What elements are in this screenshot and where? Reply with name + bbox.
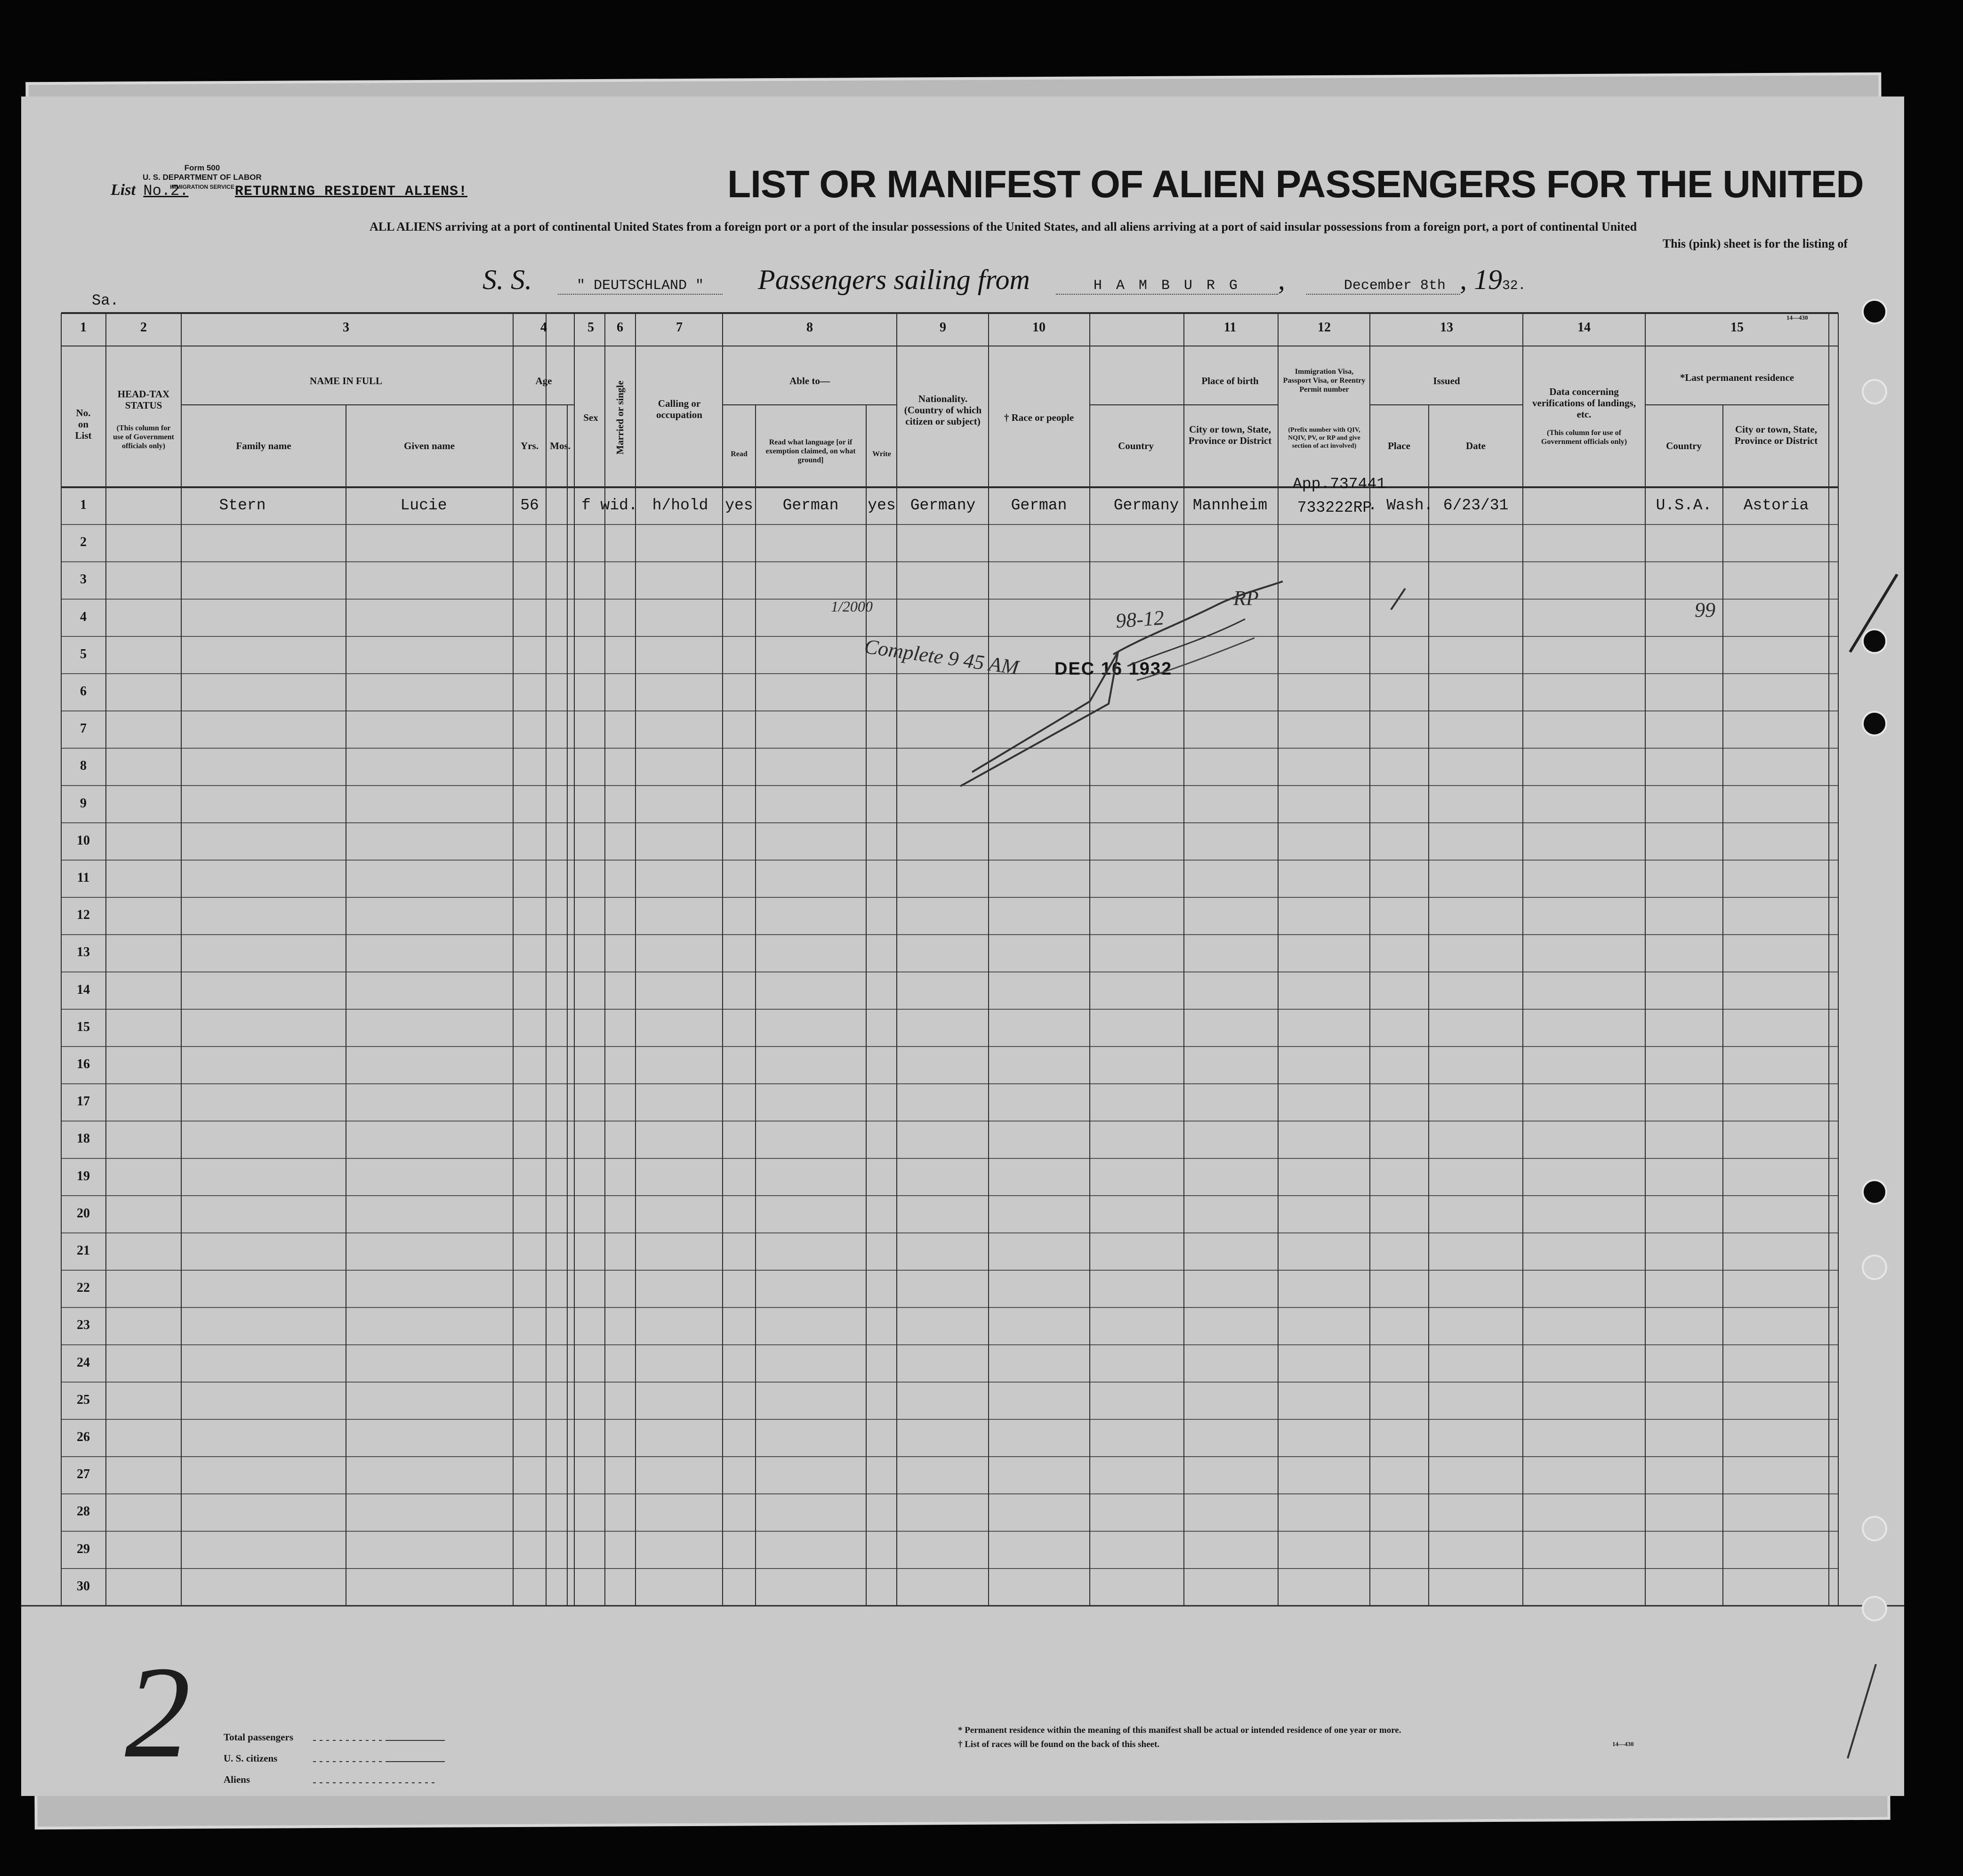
binder-hole (1862, 379, 1887, 404)
row-number: 14 (77, 982, 90, 997)
list-number: No.2. (143, 182, 189, 200)
cell-res-country: U.S.A. (1656, 497, 1712, 514)
subtitle-sheet-note: This (pink) sheet is for the listing of (1662, 237, 1848, 250)
column-number: 2 (140, 320, 147, 335)
row-number: 5 (80, 646, 87, 661)
departure-port: H A M B U R G (1056, 278, 1278, 295)
cell-language: German (782, 497, 839, 514)
header-visa-note: (Prefix number with QIV, NQIV, PV, or RP and give section of act involved) (1288, 427, 1360, 450)
row-number: 8 (80, 758, 87, 773)
cell-nationality: Germany (910, 497, 976, 514)
row-number: 25 (77, 1392, 90, 1407)
column-number: 6 (617, 320, 623, 335)
row-number: 9 (80, 796, 87, 811)
row-number: 29 (77, 1541, 90, 1556)
header-head-tax-note: (This column for use of Government officials only) (113, 424, 174, 450)
row-number: 28 (77, 1504, 90, 1519)
sheet-count-handwritten: 2 (125, 1639, 191, 1785)
sa-mark: Sa. (92, 292, 119, 309)
column-number: 1 (80, 320, 87, 335)
cell-issued-place: . Wash. (1368, 497, 1433, 514)
row-number: 22 (77, 1280, 90, 1296)
column-number: 4 (540, 320, 547, 335)
cell-family-name: Stern (219, 497, 266, 514)
row-number: 27 (77, 1467, 90, 1482)
header-residence-country: Country (1666, 440, 1702, 451)
header-visa-number: Immigration Visa, Passport Visa, or Reentry Permit number (1283, 368, 1366, 394)
row-number: 20 (77, 1206, 90, 1221)
header-read: Read (731, 450, 748, 458)
header-age-yrs: Yrs. (521, 440, 539, 451)
header-married-or-single: Married or single (614, 380, 626, 455)
header-calling-or-occupation: Calling or occupation (656, 398, 702, 420)
header-place-of-birth: Place of birth (1201, 375, 1259, 386)
binder-hole (1862, 1255, 1887, 1280)
header-birth-country: Country (1118, 440, 1154, 451)
voyage-line: S. S. " DEUTSCHLAND " Passengers sailing from H A M B U R G , December 8th , 1932. (483, 264, 1526, 295)
column-number: 8 (806, 320, 813, 335)
row-number: 18 (77, 1131, 90, 1146)
row-number: 13 (77, 945, 90, 960)
header-issued-date: Date (1466, 440, 1486, 451)
cell-birth-city: Mannheim (1192, 497, 1268, 514)
header-sex: Sex (583, 412, 598, 423)
header-given-name: Given name (404, 440, 455, 451)
row-number: 3 (80, 572, 87, 587)
handwritten-residence-note: 99 (1695, 598, 1715, 621)
handwritten-rp-note: RP (1233, 587, 1259, 610)
header-race-or-people: † Race or people (1004, 412, 1074, 423)
cell-read: yes (725, 497, 753, 514)
sailing-date: December 8th (1306, 278, 1460, 295)
date-stamp: DEC 16 1932 (1054, 659, 1173, 679)
row-number: 16 (77, 1057, 90, 1071)
column-number: 3 (343, 320, 349, 335)
row-number: 4 (80, 609, 87, 624)
column-number: 14 (1577, 320, 1591, 335)
header-issued: Issued (1433, 375, 1460, 386)
row-number: 30 (77, 1578, 90, 1594)
manifest-sheet (21, 97, 1904, 1796)
footnote-permanent-residence: * Permanent residence within the meaning of this manifest shall be actual or intended residence of one year or more. (958, 1725, 1401, 1735)
row-number: 11 (77, 870, 90, 885)
footnote-races: † List of races will be found on the back of this sheet. (958, 1739, 1160, 1749)
row-number: 12 (77, 908, 90, 923)
row-number: 21 (77, 1243, 90, 1258)
list-type: RETURNING RESIDENT ALIENS! (234, 184, 467, 200)
header-read-what-language: Read what language [or if exemption claimed, on what ground] (765, 438, 856, 464)
handwritten-language-note: 1/2000 (831, 598, 873, 615)
footer-form-code: 14—430 (1612, 1740, 1634, 1747)
header-no-on-list: No. on List (75, 407, 92, 441)
binder-hole (1862, 1516, 1887, 1541)
column-number: 12 (1318, 320, 1331, 335)
cell-res-city: Astoria (1743, 497, 1809, 514)
header-write: Write (872, 450, 891, 458)
total-passengers-label: Total passengers (224, 1731, 293, 1743)
form-number: Form 500 U. S. DEPARTMENT OF LABOR IMMIGRATION SERVICE (143, 163, 262, 190)
header-residence-city: City or town, State, Province or District (1734, 424, 1818, 446)
column-number: 11 (1223, 320, 1237, 335)
binder-hole (1862, 299, 1887, 324)
header-issued-place: Place (1388, 440, 1410, 451)
cell-occupation: h/hold (652, 497, 708, 514)
column-number: 5 (587, 320, 594, 335)
cell-age-yrs: 56 (520, 497, 539, 514)
header-form-code: 14—430 (1786, 314, 1808, 321)
column-number: 7 (676, 320, 683, 335)
binder-hole (1862, 628, 1887, 654)
subtitle: ALL ALIENS arriving at a port of continental United States from a foreign port or a port of the insular possessions of the United States, and all aliens arriving at a port of said insular possessions from a foreign port, a port of continental United (370, 220, 1637, 233)
footer-dotted-lines (21, 97, 1904, 1796)
cell-write: yes (868, 497, 896, 514)
row-number: 2 (80, 535, 87, 550)
cell-race: German (1011, 497, 1067, 514)
header-able-to: Able to— (789, 375, 830, 386)
row-number: 24 (77, 1355, 90, 1370)
header-age-mos: Mos. (550, 440, 571, 451)
header-verification-note: (This column for use of Government officials only) (1541, 429, 1627, 446)
column-number: 15 (1730, 320, 1744, 335)
header-family-name: Family name (236, 440, 291, 451)
row-number: 19 (77, 1168, 90, 1184)
row-number: 6 (80, 684, 87, 699)
cell-issued-date: 6/23/31 (1443, 497, 1509, 514)
column-number: 9 (940, 320, 946, 335)
row-number: 26 (77, 1430, 90, 1444)
cell-marital: wid. (600, 497, 638, 514)
ship-name: " DEUTSCHLAND " (558, 278, 723, 295)
page-title: LIST OR MANIFEST OF ALIEN PASSENGERS FOR THE UNITED (727, 163, 1864, 206)
cell-visa-number: 733222RP (1297, 499, 1372, 516)
header-nationality: Nationality. (Country of which citizen or subject) (904, 393, 982, 427)
row-number: 17 (77, 1094, 90, 1109)
column-number: 10 (1032, 320, 1046, 335)
header-verification-data: Data concerning verifications of landings, etc. (1532, 386, 1636, 420)
cell-given-name: Lucie (400, 497, 447, 514)
handwritten-birth-note: 98-12 (1115, 606, 1165, 633)
binder-hole (1862, 1179, 1887, 1205)
cell-sex: f (581, 497, 591, 514)
header-age: Age (535, 375, 552, 386)
row-number: 10 (77, 833, 90, 848)
binder-hole (1862, 1596, 1887, 1621)
cell-birth-country: Germany (1113, 497, 1179, 514)
us-citizens-label: U. S. citizens (224, 1753, 278, 1764)
handwritten-complete-note: Complete 9 45 AM (863, 635, 1021, 679)
row-number: 15 (77, 1019, 90, 1034)
header-head-tax-status: HEAD-TAX STATUS (117, 388, 170, 411)
aliens-label: Aliens (224, 1774, 250, 1785)
binder-hole (1862, 711, 1887, 736)
cell-visa-number: App.737441 (1292, 475, 1386, 493)
column-number: 13 (1440, 320, 1453, 335)
list-number-line: List No.2. RETURNING RESIDENT ALIENS! (111, 181, 467, 200)
row-number: 1 (80, 498, 87, 512)
header-birth-city: City or town, State, Province or District (1188, 424, 1272, 446)
row-number: 7 (80, 721, 87, 736)
header-last-residence: *Last permanent residence (1680, 372, 1794, 383)
row-number: 23 (77, 1318, 90, 1333)
header-name-in-full: NAME IN FULL (309, 375, 383, 386)
